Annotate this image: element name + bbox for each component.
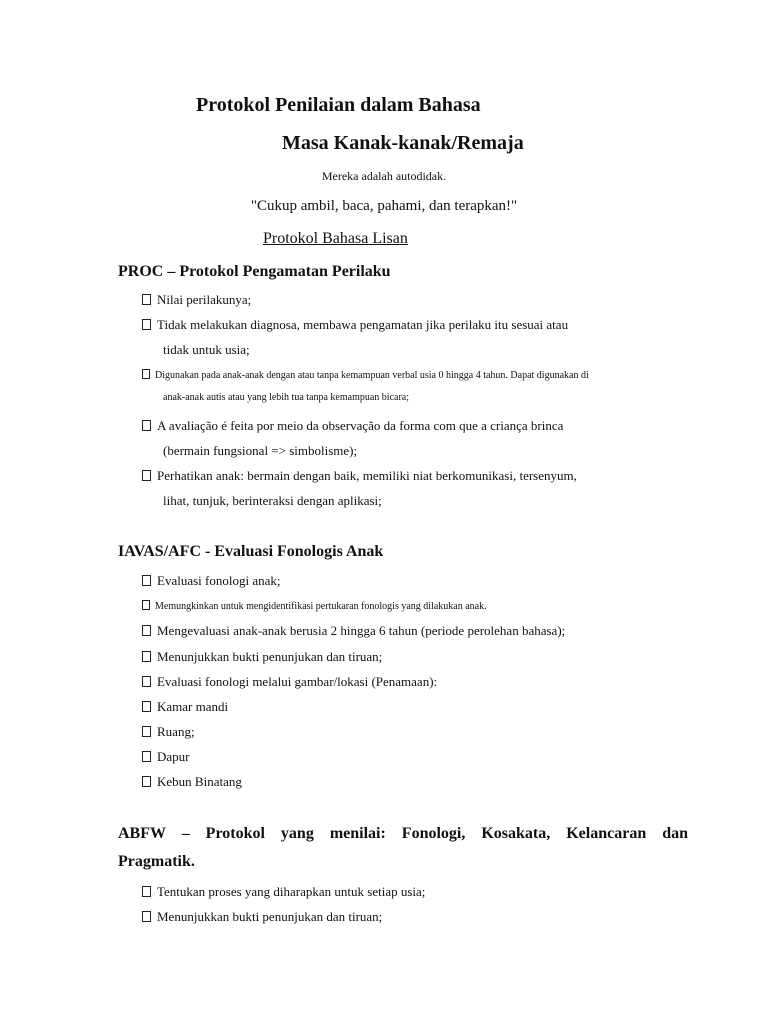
- bullet-box-icon: [142, 294, 151, 305]
- abfw-heading-line-1: ABFW – Protokol yang menilai: Fonologi, Kosakata, Kelancaran dan: [118, 825, 688, 842]
- list-item-continuation: tidak untuk usia;: [163, 342, 250, 357]
- bullet-box-icon: [142, 751, 151, 762]
- bullet-box-icon: [142, 470, 151, 481]
- bullet-box-icon: [142, 701, 151, 712]
- list-item: [142, 649, 382, 665]
- bullet-box-icon: [142, 319, 151, 330]
- list-item-continuation: anak-anak autis atau yang lebih tua tanpa kemampuan bicara;: [163, 392, 410, 403]
- section-title-oral-language: [263, 230, 474, 248]
- bullet-box-icon: [142, 575, 151, 586]
- list-item-text: Kebun Binatang: [157, 774, 242, 789]
- list-item: [142, 909, 382, 925]
- list-item: [142, 774, 242, 790]
- list-item: [142, 573, 280, 589]
- bullet-box-icon: [142, 911, 151, 922]
- list-item-text: Evaluasi fonologi melalui gambar/lokasi (Penamaan):: [157, 674, 438, 689]
- bullet-box-icon: [142, 651, 151, 662]
- bullet-box-icon: [142, 369, 150, 379]
- list-item: [142, 468, 577, 484]
- bullet-box-icon: [142, 886, 151, 897]
- list-item: [142, 724, 195, 740]
- list-item-text: A avaliação é feita por meio da observação da forma com que a criança brinca: [157, 418, 564, 433]
- abfw-heading-line-2: Pragmatik.: [118, 853, 195, 870]
- section-title-oral-language-text: Protokol Bahasa Lisan: [263, 230, 408, 247]
- bullet-box-icon: [142, 600, 150, 610]
- proc-heading: PROC – Protokol Pengamatan Perilaku: [118, 263, 391, 280]
- list-item-text: Evaluasi fonologi anak;: [157, 573, 281, 588]
- list-item-text: Menunjukkan bukti penunjukan dan tiruan;: [157, 649, 383, 664]
- list-item-text: Dapur: [157, 749, 190, 764]
- list-item-text: Kamar mandi: [157, 699, 229, 714]
- list-item: [142, 674, 437, 690]
- document-title-line-2: Masa Kanak-kanak/Remaja: [282, 132, 524, 154]
- list-item: [142, 749, 190, 765]
- list-item: [142, 292, 251, 308]
- iavas-heading: IAVAS/AFC - Evaluasi Fonologis Anak: [118, 543, 384, 560]
- list-item-text: Perhatikan anak: bermain dengan baik, memiliki niat berkomunikasi, tersenyum,: [157, 468, 577, 483]
- bullet-box-icon: [142, 726, 151, 737]
- list-item: [142, 418, 563, 434]
- document-quote: "Cukup ambil, baca, pahami, dan terapkan!": [250, 198, 518, 214]
- list-item-text: Nilai perilakunya;: [157, 292, 252, 307]
- list-item-text: Tentukan proses yang diharapkan untuk setiap usia;: [157, 884, 426, 899]
- list-item-text: Digunakan pada anak-anak dengan atau tanpa kemampuan verbal usia 0 hingga 4 tahun. Dapat digunakan di: [155, 370, 589, 381]
- list-item-text: Tidak melakukan diagnosa, membawa pengamatan jika perilaku itu sesuai atau: [157, 317, 569, 332]
- list-item-text: Menunjukkan bukti penunjukan dan tiruan;: [157, 909, 383, 924]
- list-item-text: Mengevaluasi anak-anak berusia 2 hingga 6 tahun (periode perolehan bahasa);: [157, 623, 566, 638]
- list-item: [142, 699, 228, 715]
- bullet-box-icon: [142, 420, 151, 431]
- list-item: [142, 623, 565, 639]
- list-item: [142, 600, 487, 612]
- list-item: [142, 884, 425, 900]
- document-title-line-1: Protokol Penilaian dalam Bahasa: [196, 94, 481, 116]
- list-item: [142, 369, 589, 381]
- bullet-box-icon: [142, 625, 151, 636]
- list-item-continuation: (bermain fungsional => simbolisme);: [163, 443, 358, 458]
- list-item-text: Ruang;: [157, 724, 195, 739]
- bullet-box-icon: [142, 676, 151, 687]
- list-item-text: Memungkinkan untuk mengidentifikasi pertukaran fonologis yang dilakukan anak.: [155, 601, 487, 612]
- list-item: [142, 317, 568, 333]
- document-subtitle: Mereka adalah autodidak.: [321, 169, 447, 183]
- bullet-box-icon: [142, 776, 151, 787]
- list-item-continuation: lihat, tunjuk, berinteraksi dengan aplikasi;: [163, 493, 382, 508]
